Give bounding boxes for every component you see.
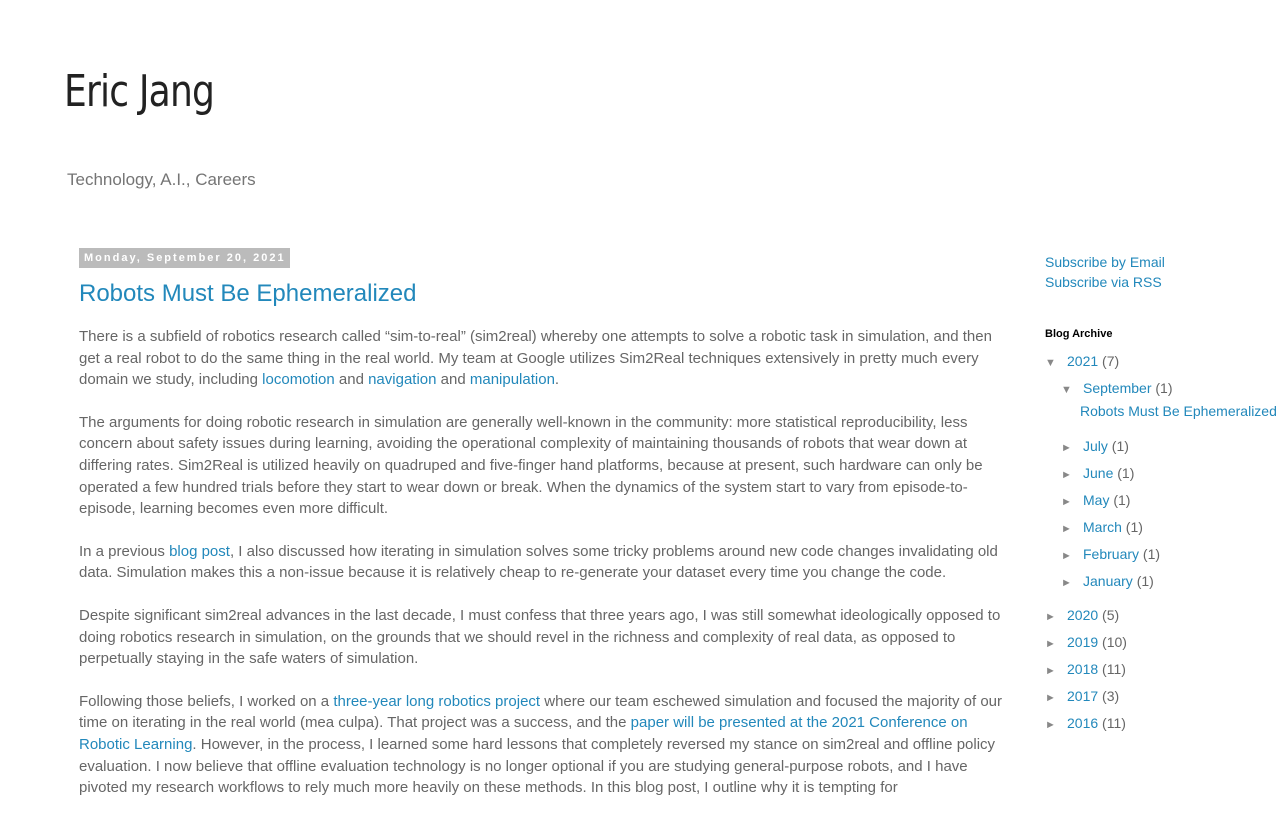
paragraph-text: Following those beliefs, I worked on a (79, 692, 334, 710)
archive-months-2021 (1045, 437, 1215, 606)
blog-description: Technology, A.I., Careers (67, 170, 256, 189)
paragraph-text: where our team eschewed simulation and focused the majority of our time on iterating in the real world (mea culpa). That project was a success, and the (79, 692, 1003, 732)
post-paragraph (79, 541, 1004, 584)
archive-year-link[interactable]: 2021 (1067, 353, 1099, 369)
archive-count: (3) (1102, 688, 1120, 704)
archive-year-link[interactable]: 2018 (1067, 661, 1099, 677)
collapsed-triangle-icon[interactable]: ► (1061, 550, 1072, 562)
archive-month-july (1045, 437, 1215, 464)
archive-count: (5) (1102, 607, 1120, 623)
collapsed-triangle-icon[interactable]: ► (1061, 496, 1072, 508)
post-paragraph (79, 326, 1004, 391)
archive-count: (10) (1102, 634, 1127, 650)
post-body (79, 326, 1004, 799)
archive-month-link[interactable]: March (1083, 519, 1122, 535)
collapsed-triangle-icon[interactable]: ► (1045, 611, 1056, 623)
blog-title[interactable]: Eric Jang (64, 66, 215, 117)
collapsed-triangle-icon[interactable]: ► (1045, 638, 1056, 650)
paragraph-text: and (334, 371, 369, 389)
blog-archive-title: Blog Archive (1045, 328, 1113, 340)
post-title-link[interactable]: Robots Must Be Ephemeralized (79, 280, 417, 307)
corl-paper-link[interactable]: paper will be presented at the 2021 Conference on Robotic Learning (79, 714, 968, 753)
archive-month-link[interactable]: February (1083, 546, 1140, 562)
archive-post-link[interactable]: Robots Must Be Ephemeralized (1080, 403, 1277, 419)
archive-count: (11) (1102, 715, 1126, 731)
collapsed-triangle-icon[interactable]: ► (1045, 719, 1056, 731)
archive-year-link[interactable]: 2017 (1067, 688, 1099, 704)
archive-year-link[interactable]: 2020 (1067, 607, 1099, 623)
archive-count: (7) (1102, 353, 1120, 369)
blog-post-link[interactable]: blog post (169, 542, 230, 560)
archive-year-2017 (1045, 687, 1215, 714)
expanded-triangle-icon[interactable]: ▼ (1061, 384, 1072, 396)
archive-count: (1) (1136, 573, 1154, 589)
expanded-triangle-icon[interactable]: ▼ (1045, 357, 1056, 369)
archive-count: (1) (1155, 380, 1173, 396)
collapsed-triangle-icon[interactable]: ► (1061, 469, 1072, 481)
collapsed-triangle-icon[interactable]: ► (1061, 523, 1072, 535)
post-date-header: Monday, September 20, 2021 (79, 248, 290, 268)
post-title (79, 280, 1004, 308)
navigation-link[interactable]: navigation (368, 371, 437, 389)
paragraph-text: . (554, 371, 560, 389)
post-paragraph (79, 691, 1004, 799)
post-paragraph: Despite significant sim2real advances in the last decade, I must confess that three years ago, I was still somewhat ideologically opposed to doing robotics research in simulation, on the grounds that we should revel in the richness and complexity of real data, as opposed to perpetually staying in the safe waters of simulation. (79, 606, 1001, 668)
archive-post-item (1045, 402, 1277, 437)
archive-month-link[interactable]: June (1083, 465, 1114, 481)
archive-month-september (1045, 379, 1215, 402)
archive-count: (1) (1111, 438, 1129, 454)
archive-month-march (1045, 518, 1215, 545)
archive-year-2021 (1045, 352, 1215, 379)
paragraph-text: , I also discussed how iterating in simulation solves some tricky problems around new code changes invalidating old data. Simulation makes this a non-issue because it is relatively cheap to re-generate your dataset every time you change the code. (79, 542, 998, 582)
manipulation-link[interactable]: manipulation (469, 371, 555, 389)
archive-year-link[interactable]: 2016 (1067, 715, 1099, 731)
collapsed-triangle-icon[interactable]: ► (1045, 665, 1056, 677)
collapsed-triangle-icon[interactable]: ► (1061, 442, 1072, 454)
paragraph-text: and (436, 371, 470, 389)
archive-year-2020 (1045, 606, 1215, 633)
archive-year-2018 (1045, 660, 1215, 687)
archive-year-2019 (1045, 633, 1215, 660)
post-paragraph: The arguments for doing robotic research in simulation are generally well-known in the community: more statistical reproducibility, less concern about safety issues during learning, avoiding the operational complexity of maintaining thousands of robots that wear down at differing rates. Sim2Real is utilized heavily on quadruped and five-finger hand platforms, because at present, such hardware can only be operated a few hundred trials before they start to wear down or break. When the dynamics of the system start to vary from episode-to-episode, learning becomes even more difficult. (79, 413, 983, 518)
archive-count: (1) (1113, 492, 1131, 508)
paragraph-text: In a previous (79, 542, 170, 560)
archive-count: (1) (1117, 465, 1135, 481)
archive-count: (11) (1102, 661, 1126, 677)
archive-year-2016 (1045, 714, 1215, 741)
archive-month-link[interactable]: September (1083, 380, 1152, 396)
archive-month-january (1045, 572, 1215, 606)
archive-month-link[interactable]: January (1083, 573, 1133, 589)
archive-month-february (1045, 545, 1215, 572)
collapsed-triangle-icon[interactable]: ► (1061, 577, 1072, 589)
archive-count: (1) (1125, 519, 1143, 535)
sidebar (1045, 252, 1277, 741)
archive-month-link[interactable]: May (1083, 492, 1110, 508)
archive-year-link[interactable]: 2019 (1067, 634, 1099, 650)
main-column (79, 248, 1004, 820)
paragraph-text: There is a subfield of robotics research called “sim-to-real” (sim2real) whereby one attempts to solve a robotic task in simulation, and then get a real robot to do the same thing in the real world. My team at Google utilizes Sim2Real techniques extensively in pretty much every domain we study, including (79, 328, 992, 389)
archive-month-link[interactable]: July (1083, 438, 1108, 454)
archive-month-june (1045, 464, 1215, 491)
robotics-project-link[interactable]: three-year long robotics project (333, 692, 541, 710)
locomotion-link[interactable]: locomotion (262, 371, 335, 389)
subscribe-rss-link[interactable]: Subscribe via RSS (1045, 274, 1162, 290)
archive-years (1045, 606, 1215, 741)
collapsed-triangle-icon[interactable]: ► (1045, 692, 1056, 704)
archive-count: (1) (1142, 546, 1161, 562)
subscribe-email-link[interactable]: Subscribe by Email (1045, 254, 1165, 270)
paragraph-text: . However, in the process, I learned some hard lessons that completely reversed my stance on sim2real and offline policy evaluation. I now believe that offline evaluation technology is no longer optional if you are studying general-purpose robots, and I have pivoted my research workflows to rely much more heavily on these methods. In this blog post, I outline why it is tempting for (79, 735, 996, 797)
blog-archive (1045, 352, 1277, 741)
archive-month-may (1045, 491, 1215, 518)
